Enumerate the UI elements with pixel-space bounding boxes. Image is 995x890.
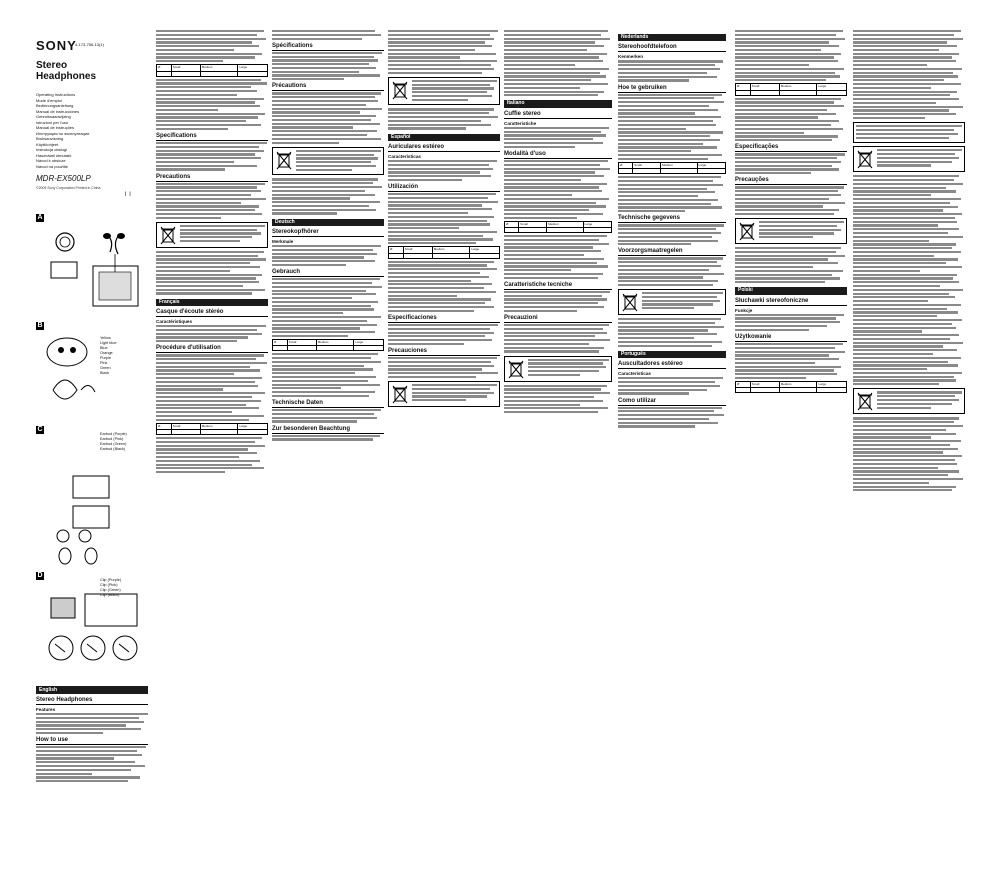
text-block	[853, 30, 965, 119]
text-block	[735, 247, 847, 283]
earbud-size-table	[735, 381, 847, 393]
column-5	[504, 30, 612, 860]
figure-d-item: Clip (Green)	[100, 588, 121, 592]
figure-d-item: Clip (Black)	[100, 593, 120, 597]
language-item: Használati útmutató	[36, 152, 72, 158]
table-cell: Large	[238, 423, 268, 429]
text-block	[272, 52, 384, 81]
italian-specs-heading: Caratteristiche tecniche	[504, 282, 612, 290]
text-block	[618, 224, 726, 245]
model-number: MDR-EX500LP	[36, 174, 91, 183]
spanish-how-to-use-heading: Utilización	[388, 184, 500, 192]
language-item: Návod na použitie	[36, 163, 69, 169]
polish-how-to-use-heading: Użytkowanie	[735, 334, 847, 342]
table-cell: Medium	[200, 423, 238, 429]
text-block	[156, 142, 268, 171]
text-block	[272, 30, 384, 40]
spanish-heading: Auriculares estéreo	[388, 144, 500, 152]
crossed-bin-icon	[275, 150, 293, 170]
text-block	[504, 324, 612, 353]
table-cell: Medium	[779, 84, 817, 90]
figure-b-label: B	[37, 322, 43, 329]
table-cell: Small	[171, 423, 200, 429]
crossed-bin-icon	[738, 221, 756, 241]
text-block	[877, 149, 962, 168]
text-block	[272, 435, 384, 441]
text-block	[388, 160, 500, 181]
language-item: Manual de instrucciones	[36, 108, 80, 114]
table-cell: Medium	[661, 162, 697, 168]
english-precautions-heading: Precautions	[156, 174, 268, 182]
table-cell: Small	[750, 84, 779, 90]
text-block	[412, 384, 497, 403]
text-block	[272, 409, 384, 423]
portuguese-how-to-use-heading: Como utilizar	[618, 398, 726, 406]
text-block	[504, 291, 612, 312]
portuguese-band: Português	[618, 351, 726, 358]
earbud-size-table	[388, 246, 500, 258]
german-specs-heading: Technische Daten	[272, 400, 384, 408]
portuguese-specs-heading: Especificações	[735, 144, 847, 152]
italian-features-heading: Caratteristiche	[504, 120, 537, 126]
text-block	[618, 94, 726, 160]
figure-d-label: D	[37, 572, 43, 579]
spanish-precautions-heading: Precauciones	[388, 348, 500, 356]
weee-notice-box	[618, 289, 726, 315]
italian-heading: Cuffie stereo	[504, 111, 612, 119]
weee-notice-box	[388, 77, 500, 106]
earbud-size-table	[156, 423, 268, 435]
figure-b-item: Blue	[100, 346, 108, 350]
registration-marks: ll	[125, 192, 134, 198]
weee-notice-box	[853, 146, 965, 172]
text-block	[618, 60, 726, 81]
table-cell: Medium	[316, 340, 354, 346]
crossed-bin-icon	[621, 292, 639, 312]
text-block	[272, 353, 384, 397]
table-cell: Medium	[200, 65, 238, 71]
english-band: English	[36, 686, 148, 694]
table-cell: Medium	[432, 247, 470, 253]
column-2	[156, 30, 268, 860]
weee-notice-box	[388, 381, 500, 407]
text-block	[759, 221, 844, 240]
table-cell: Ø	[157, 423, 172, 429]
table-cell: Small	[750, 382, 779, 388]
french-heading: Casque d'écoute stéréo	[156, 309, 268, 317]
column-7	[735, 30, 847, 860]
text-block	[272, 278, 384, 337]
english-how-to-use-heading: How to use	[36, 737, 148, 745]
earbud-size-table	[504, 221, 612, 233]
table-cell: Large	[697, 162, 725, 168]
spanish-band: Español	[388, 134, 500, 141]
weee-notice-box	[853, 122, 965, 143]
text-block	[618, 176, 726, 212]
italian-band: Italiano	[504, 100, 612, 107]
language-item: Käyttöohjeet	[36, 141, 59, 147]
text-block	[388, 108, 500, 129]
figure-b-illustration	[45, 330, 100, 420]
table-cell: Large	[817, 382, 847, 388]
text-block	[504, 127, 612, 148]
text-block	[156, 183, 268, 219]
language-item: Mode d'emploi	[36, 97, 62, 103]
text-block	[388, 324, 500, 345]
figure-d-item: Clip (Purple)	[100, 578, 122, 582]
table-cell: Ø	[619, 162, 633, 168]
dutch-features-heading: Kenmerken	[618, 54, 644, 60]
figure-b-item: Orange	[100, 351, 113, 355]
text-block	[504, 160, 612, 219]
text-block	[156, 325, 268, 342]
italian-how-to-use-heading: Modalità d'uso	[504, 151, 612, 159]
german-how-to-use-heading: Gebrauch	[272, 269, 384, 277]
text-block	[156, 30, 268, 62]
text-block	[735, 30, 847, 81]
text-block	[856, 125, 962, 140]
figure-b-item: Black	[100, 371, 110, 375]
dutch-specs-heading: Technische gegevens	[618, 215, 726, 223]
earbud-size-table	[272, 339, 384, 351]
weee-notice-box	[156, 222, 268, 248]
table-cell: Ø	[736, 382, 751, 388]
column-4	[388, 30, 500, 860]
text-block	[36, 746, 148, 782]
crossed-bin-icon	[856, 391, 874, 411]
german-precautions-heading: Zur besonderen Beachtung	[272, 426, 384, 434]
figure-c-list	[100, 432, 127, 452]
text-block	[272, 178, 384, 214]
language-item: Instrukcja obsługi	[36, 147, 67, 152]
text-block	[504, 385, 612, 414]
text-block	[735, 153, 847, 174]
table-cell: Large	[238, 65, 268, 71]
french-specs-heading: Spécifications	[272, 43, 384, 51]
language-item: Инструкция по эксплуатации	[36, 130, 90, 136]
figure-c-item: Earbud (Green)	[100, 442, 127, 446]
table-cell: Medium	[547, 221, 583, 227]
text-block	[36, 713, 148, 734]
text-block	[156, 79, 268, 130]
part-number: 4-173-756-13(1)	[75, 42, 104, 47]
text-block	[156, 251, 268, 295]
language-item: Bedienungsanleitung	[36, 103, 74, 108]
column-6	[618, 30, 726, 860]
text-block	[853, 417, 965, 491]
text-block	[388, 261, 500, 312]
french-precautions-heading: Précautions	[272, 83, 384, 91]
text-block	[272, 245, 384, 266]
german-heading: Stereokopfhörer	[272, 229, 384, 237]
figure-c-illustration	[45, 436, 145, 566]
text-block	[156, 437, 268, 473]
earbud-size-table	[735, 83, 847, 95]
text-block	[642, 292, 723, 311]
earbud-size-table	[618, 162, 726, 174]
column-3	[272, 30, 384, 860]
spanish-specs-heading: Especificaciones	[388, 315, 500, 323]
text-block	[180, 225, 265, 244]
spanish-features-heading: Características	[388, 153, 421, 159]
text-block	[877, 391, 962, 410]
polish-features-heading: Funkcje	[735, 307, 753, 313]
earbud-size-table	[156, 64, 268, 76]
table-cell: Large	[470, 247, 500, 253]
figure-a-label: A	[37, 214, 43, 221]
text-block	[296, 150, 381, 173]
product-title	[36, 60, 96, 82]
text-block	[504, 30, 612, 96]
french-features-heading: Caractéristiques	[156, 318, 193, 324]
table-cell: Medium	[779, 382, 817, 388]
crossed-bin-icon	[391, 384, 409, 404]
dutch-precautions-heading: Voorzorgsmaatregelen	[618, 248, 726, 256]
language-list	[36, 92, 136, 169]
weee-notice-box	[735, 218, 847, 244]
text-block	[528, 359, 609, 378]
language-item: Bruksanvisning	[36, 136, 64, 141]
text-block	[504, 235, 612, 279]
table-cell: Ø	[736, 84, 751, 90]
text-block	[388, 357, 500, 378]
table-cell: Ø	[157, 65, 172, 71]
crossed-bin-icon	[391, 80, 409, 100]
figure-b-item: Purple	[100, 356, 111, 360]
crossed-bin-icon	[856, 149, 874, 169]
figure-b-item: Yellow	[100, 336, 111, 340]
table-cell: Ø	[389, 247, 404, 253]
english-specs-heading: Specifications	[156, 133, 268, 141]
portuguese-heading: Auscultadores estéreo	[618, 361, 726, 369]
text-block	[735, 314, 847, 331]
language-item: Istruzioni per l'uso	[36, 119, 69, 125]
text-block	[618, 318, 726, 347]
table-cell: Ø	[273, 340, 288, 346]
table-cell: Large	[583, 221, 611, 227]
text-block	[412, 80, 497, 103]
brand-logo: SONY	[36, 38, 77, 53]
table-cell: Small	[171, 65, 200, 71]
text-block	[618, 407, 726, 428]
text-block	[272, 92, 384, 143]
text-block	[735, 98, 847, 142]
dutch-heading: Stereohoofdtelefoon	[618, 44, 726, 52]
text-block	[388, 193, 500, 244]
table-cell: Large	[354, 340, 384, 346]
column-8	[853, 30, 965, 860]
figure-c-item: Earbud (Pink)	[100, 437, 124, 441]
figure-b-list	[100, 336, 116, 376]
table-cell: Small	[519, 221, 547, 227]
text-block	[156, 354, 268, 420]
table-cell: Small	[287, 340, 316, 346]
french-how-to-use-heading: Procédure d'utilisation	[156, 345, 268, 353]
crossed-bin-icon	[507, 359, 525, 379]
title-line-1: Stereo	[36, 60, 68, 71]
english-heading: Stereo Headphones	[36, 697, 148, 705]
table-cell: Ø	[505, 221, 519, 227]
weee-notice-box	[272, 147, 384, 176]
weee-notice-box	[504, 356, 612, 382]
table-cell: Small	[403, 247, 432, 253]
figure-b-item: Green	[100, 366, 111, 370]
language-item: Návod k obsluze	[36, 158, 66, 163]
figure-d-list	[100, 578, 121, 598]
figure-c-item: Earbud (Black)	[100, 447, 126, 451]
table-cell: Large	[817, 84, 847, 90]
italian-precautions-heading: Precauzioni	[504, 315, 612, 323]
figure-b-item: Pink	[100, 361, 108, 365]
copyright: ©2009 Sony Corporation Printed in China	[36, 186, 101, 190]
crossed-bin-icon	[159, 225, 177, 245]
weee-notice-box	[853, 388, 965, 414]
figure-d-illustration	[45, 582, 145, 677]
title-line-2: Headphones	[36, 71, 97, 82]
portuguese-features-heading: Características	[618, 371, 651, 376]
german-features-heading: Merkmale	[272, 238, 294, 244]
german-band: Deutsch	[272, 219, 384, 226]
dutch-band: Nederlands	[618, 34, 726, 41]
portuguese-precautions-heading: Precauções	[735, 177, 847, 185]
figure-c-label: C	[37, 426, 43, 433]
french-band: Français	[156, 299, 268, 306]
figure-c-item: Earbud (Purple)	[100, 432, 127, 436]
polish-band: Polski	[735, 287, 847, 294]
text-block	[618, 257, 726, 286]
dutch-how-to-use-heading: Hoe te gebruiken	[618, 85, 726, 93]
language-item: Operating Instructions	[36, 92, 76, 97]
language-item: Gebruiksaanwijzing	[36, 114, 71, 119]
text-block	[618, 377, 726, 394]
language-item: Manual de instruções	[36, 125, 75, 130]
figure-d-item: Clip (Pink)	[100, 583, 118, 587]
english-section	[36, 682, 148, 862]
polish-heading: Słuchawki stereofoniczne	[735, 298, 847, 306]
text-block	[853, 175, 965, 385]
text-block	[388, 30, 500, 74]
figure-a-illustration	[45, 224, 145, 314]
text-block	[735, 186, 847, 215]
table-cell: Small	[633, 162, 661, 168]
figure-b-item: Light blue	[100, 341, 117, 345]
text-block	[735, 343, 847, 379]
english-features-heading: Features	[36, 707, 56, 712]
